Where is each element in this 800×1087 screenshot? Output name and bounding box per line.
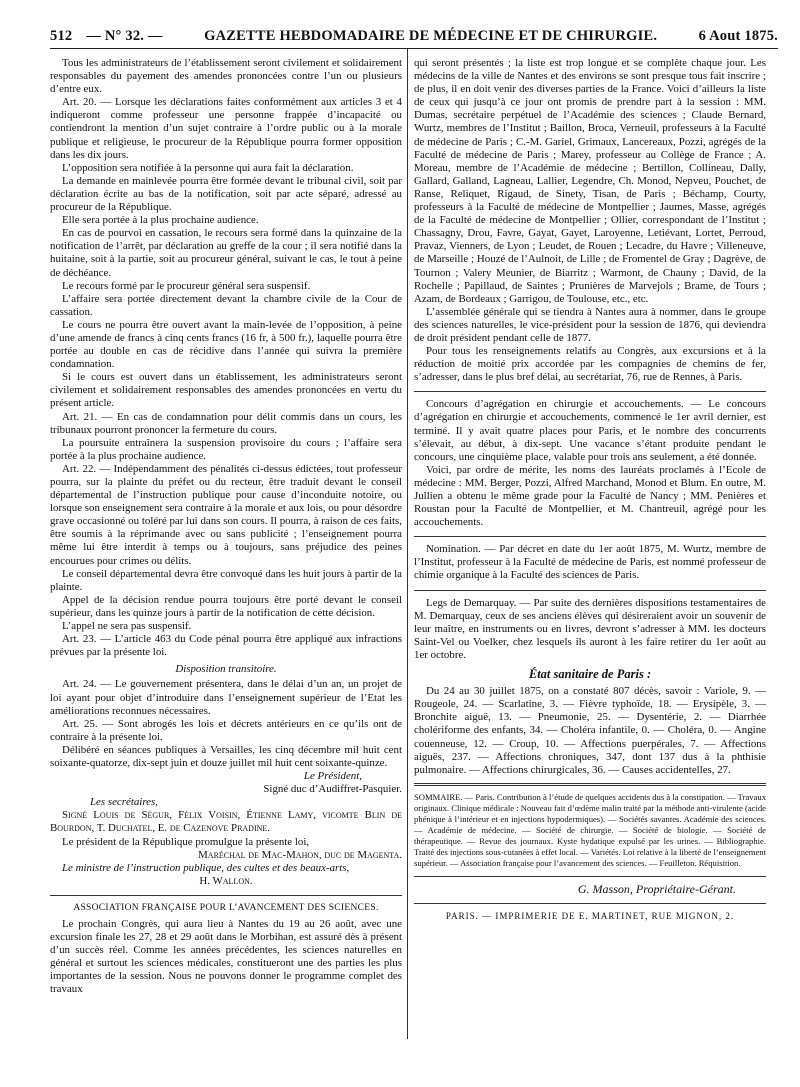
article-21: Art. 21. — En cas de condamnation pour délit commis dans un cours, les tribunaux pourront prononcer la fermeture du cours. bbox=[50, 410, 402, 436]
paragraph: La demande en mainlevée pourra être formée devant le tribunal civil, soit par déclaration écrite au bas de la notification, soit par acte séparé, adressé au procureur de la République. bbox=[50, 174, 402, 214]
promulgation: Le président de la République promulgue la présente loi, bbox=[62, 835, 310, 848]
article-22: Art. 22. — Indépendamment des pénalités ci-dessus édictées, tout professeur pourra, sur la plainte du préfet ou du recteur, être traduit devant le conseil départemental de l’instruction publique pour cause d’inconduite notoire, ou lorsque son enseignement sera contraire à la morale et aux lois, ou pour désordre grave occasionné ou toléré par lui dans son cours. Il pourra, à raison de ces faits, être soumis à la réprimande avec ou sans publicité ; l’enseignement pourra même lui être interdit à temps ou à toujours, sans préjudice des peines encourues pour crimes ou délits. bbox=[50, 462, 403, 567]
paragraph: Appel de la décision rendue pourra toujours être porté devant le conseil supérieur, dans les quinze jours à partir de la notification de cette décision. bbox=[50, 593, 402, 619]
paragraph: L’assemblée générale qui se tiendra à Nantes aura à nommer, dans le groupe des sciences naturelles, le vice-président pour la session de 1876, qui deviendra de droit président pendant celle de 1877. bbox=[414, 305, 766, 344]
section-heading: Disposition transitoire. bbox=[175, 663, 277, 676]
page-number: 512 bbox=[50, 28, 73, 44]
paragraph: Pour tous les renseignements relatifs au Congrès, aux excursions et à la réduction de moitié prix accordée par les compagnies de chemins de fer, s’adresser, dans le plus bref délai, au secrétariat, 76, rue de Rennes, à Paris. bbox=[414, 345, 766, 384]
separator bbox=[414, 536, 766, 537]
paragraph: L’appel ne sera pas suspensif. bbox=[62, 620, 192, 633]
paragraph: En cas de pourvoi en cassation, le recours sera formé dans la quinzaine de la notification de l’arrêt, par déclaration au greffe de la cour ; il sera notifié dans la huitaine, soit à la partie, soit au procureur général, suivant le cas, le tout à peine de déchéance. bbox=[50, 227, 402, 279]
right-column bbox=[414, 57, 766, 923]
legs-news: Legs de Demarquay. — Par suite des dernières dispositions testamentaires de M. Demarquay, ceux de ses anciens élèves qui désireraient avoir un souvenir de leur maître, en instruments ou en livres, devront s’adresser à MM. les docteurs Saint-Vel ou Voelker, chez lesquels ils auront à les faire retirer du 1er août au 1er octobre. bbox=[414, 596, 766, 661]
article-24: Art. 24. — Le gouvernement présentera, dans le délai d’un an, un projet de loi ayant pour objet d’introduire dans l’enseignement supérieur de l’Etat les améliorations reconnues nécessaires. bbox=[50, 678, 402, 717]
separator bbox=[414, 876, 766, 877]
paragraph: L’affaire sera portée directement devant la chambre civile de la Cour de cassation. bbox=[50, 292, 402, 318]
paragraph: La poursuite entraînera la suspension provisoire du cours ; l’affaire sera portée à la plus prochaine audience. bbox=[50, 436, 402, 462]
concours-news: Concours d’agrégation en chirurgie et accouchements. — Le concours d’agrégation en chirurgie et accouchements, commencé le 1er avril dernier, est terminé. Il y avait quatre places pour Paris, et le nombre des concurrents s’élevait, au début, à dix-sept. Une vacance s’étant produite pendant le concours, une cinquième place, valable pour trois ans seulement, a été donnée. bbox=[414, 398, 766, 463]
left-column bbox=[50, 57, 402, 997]
separator bbox=[414, 391, 766, 392]
separator bbox=[414, 590, 766, 591]
president-title: Le Président, bbox=[303, 770, 362, 783]
column-divider bbox=[407, 49, 408, 1039]
etat-sanitaire-text: Du 24 au 30 juillet 1875, on a constaté 807 décès, savoir : Variole, 9. — Rougeole, 24. — Scarlatine, 3. — Fièvre typhoïde, 18. — Erysipèle, 3. — Bronchite aiguë, 13. — Pneumonie, 25. — Dysentérie, 2. — Diarrhée cholériforme des enfants, 34. — Choléra infantile, 0. — Choléra, 0. — Angine couenneuse, 12. — Croup, 10. — Affections puerpérales, 7. — Affections aiguës, 237. — Affections chroniques, 347, dont 137 dus à la phthisie pulmonaire. — Affections chirurgicales, 36. — Causes accidentelles, 27. bbox=[414, 685, 766, 776]
paragraph: Voici, par ordre de mérite, les noms des lauréats proclamés à l’Ecole de médecine : MM. Berger, Pozzi, Alfred Marchand, Monod et Blum. En outre, M. Jullien a obtenu le même grade pour la Faculté de Nancy ; MM. Penières et Roustan pour la Faculté de Montpellier, et M. Chantreuil, agrégé pour les accouchements. bbox=[414, 463, 766, 529]
article-25: Art. 25. — Sont abrogés les lois et décrets antérieurs en ce qu’ils ont de contraire à la présente loi. bbox=[50, 717, 402, 743]
nomination-news: Nomination. — Par décret en date du 1er août 1875, M. Wurtz, membre de l’Institut, professeur à la Faculté de médecine de Paris, est nommé professeur de chimie organique à la Faculté des sciences de Paris. bbox=[414, 543, 766, 582]
paragraph: qui seront présentés ; la liste est trop longue et se complète chaque jour. Les médecins de la ville de Nantes et des environs se sont presque tous fait inscrire ; de plus, il en doit venir des diverses parties de la France. Voici d’ailleurs la liste de ceux qui jusqu’à ce jour ont promis de prendre part à la session : MM. Dumas, secrétaire perpétuel de l’Académie des sciences ; Claude Bernard, Wurtz, membres de l’Institut ; Baillon, Broca, Verneuil, professeurs à la Faculté de médecine de Paris ; C.-M. Gariel, Grimaux, Lancereaux, Pozzi, agrégés de la Faculté de médecine de Paris ; Marey, professeur au Collège de France ; A. Moreau, membre de l’Académie de médecine ; Bertillon, Collineau, Dally, Gallard, Galland, Lagneau, Lallier, Legendre, Ch. Monod, Nepveu, Pouchet, de Ranse, Reliquet, Rigaud, de Sinety, Tisan, de Paris ; Béchamp, Courty, professeurs à la Faculté de médecine de Montpellier ; Jaumes, Masse, agrégés de la Faculté de médecine de Montpellier ; Ollier, correspondant de l’Institut ; Chassagny, Drou, Favre, Gayat, Gayet, Laroyenne, Letiévant, Lortet, Perroud, Pravaz, Vienners, de Lyon ; Leudet, de Rouen ; Lecadre, du Havre ; Villeneuve, de Marseille ; Houzé de l’Aulnoit, de Lille ; de Fromentel de Gray ; Dagrève, de Tournon ; Valery Meunier, de Biarritz ; Warmont, de Chauny ; David, de la Rochelle ; Papillaud, de Saintes ; Prunières de Marvejols ; Brame, de Tours ; Azam, de Bordeaux ; Garrigou, de Toulouse, etc., etc. bbox=[414, 57, 766, 305]
paragraph: Le cours ne pourra être ouvert avant la main-levée de l’opposition, à peine d’une amende de francs à cinq cents francs (16 fr, à 500 fr.), laquelle pourra être portée au double en cas de récidive dans l’année qui suivra la première condamnation. bbox=[50, 318, 402, 371]
ministre: Le ministre de l’instruction publique, des cultes et des beaux-arts, bbox=[62, 861, 350, 874]
page-header bbox=[50, 28, 778, 45]
paragraph: Le prochain Congrès, qui aura lieu à Nantes du 19 au 26 août, avec une excursion finale les 27, 28 et 29 août dans le Morbihan, est assuré dès à présent d’un succès réel. Comme les années précédentes, les sciences naturelles en général et surtout les sciences médicales, constitueront une des parties les plus importantes de la session. Nous ne pouvons donner le programme complet des travaux bbox=[50, 918, 402, 996]
secretaries-names: Signé Louis de Ségur, Félix Voisin, Étienne Lamy, vicomte Blin de Bourdon, T. Duchatel, E. de Cazenove Pradine. bbox=[50, 809, 402, 835]
issue-date: 6 Aout 1875. bbox=[698, 28, 778, 44]
association-heading: ASSOCIATION FRANÇAISE POUR L’AVANCEMENT DES SCIENCES. bbox=[73, 902, 379, 913]
marechal-signature: Maréchal de Mac-Mahon, duc de Magenta. bbox=[198, 848, 402, 861]
paragraph: Tous les administrateurs de l’établissement seront civilement et solidairement responsables du payement des amendes prononcées contre l’un ou plusieurs d’entre eux. bbox=[50, 57, 402, 96]
gerant: G. Masson, Propriétaire-Gérant. bbox=[577, 881, 736, 896]
separator bbox=[414, 903, 766, 904]
paragraph: L’opposition sera notifiée à la personne qui aura fait la déclaration. bbox=[62, 161, 354, 174]
president-signature: Signé duc d’Audiffret-Pasquier. bbox=[263, 783, 402, 796]
imprimerie: PARIS. — IMPRIMERIE DE E. MARTINET, RUE MIGNON, 2. bbox=[445, 910, 735, 921]
paragraph: Le recours formé par le procureur général sera suspensif. bbox=[62, 279, 311, 292]
paragraph: Le conseil départemental devra être convoqué dans les huit jours à partir de la plainte. bbox=[50, 567, 402, 593]
article-20: Art. 20. — Lorsque les déclarations faites conformément aux articles 3 et 4 indiqueront comme professeur une personne frappée d’incapacité ou contiendront la mention d’un sujet contraire à l’ordre public ou à la morale publique et religieuse, le procureur de la République pourra former opposition dans les dix jours. bbox=[50, 96, 402, 161]
sommaire: SOMMAIRE. — Paris. Contribution à l’étude de quelques accidents dus à la constipation. — Travaux originaux. Clinique médicale : Nouveau fait d’œdème malin traité par la méthode anti-virulente (acide phénique à l’intérieur et en injections hypodermiques). — Sociétés savantes. Académie des sciences. — Académie de médecine. — Société de chirurgie. — Société de biologie. — Société de thérapeutique. — Revue des journaux. Kyste hydatique expulsé par les urines. — Bibliographie. Traité des injections sous-cutanées à effet local. — Variétés. Loi relative à la liberté de l’enseignement supérieur. — Association française pour l’avancement des sciences. — Feuilleton. Réquisition. bbox=[414, 791, 766, 868]
issue-number: — N° 32. — bbox=[86, 28, 163, 44]
separator bbox=[414, 783, 766, 786]
etat-sanitaire-heading: État sanitaire de Paris : bbox=[528, 667, 652, 682]
newspaper-page bbox=[50, 28, 778, 1049]
wallon-signature: H. Wallon. bbox=[199, 874, 253, 887]
journal-title: GAZETTE HEBDOMADAIRE DE MÉDECINE ET DE CHIRURGIE. bbox=[204, 28, 658, 44]
separator bbox=[50, 895, 402, 896]
paragraph: Si le cours est ouvert dans un établissement, les administrateurs seront civilement et solidairement responsables des amendes prononcées en vertu du présent article. bbox=[50, 371, 402, 410]
secretaries-title: Les secrétaires, bbox=[90, 796, 158, 809]
deliberation: Délibéré en séances publiques à Versailles, les cinq décembre mil huit cent soixante-quatorze, dix-sept juin et douze juillet mil huit cent soixante-quinze. bbox=[50, 743, 402, 769]
article-23: Art. 23. — L’article 463 du Code pénal pourra être appliqué aux infractions prévues par la présente loi. bbox=[50, 633, 402, 659]
paragraph: Elle sera portée à la plus prochaine audience. bbox=[62, 214, 259, 227]
